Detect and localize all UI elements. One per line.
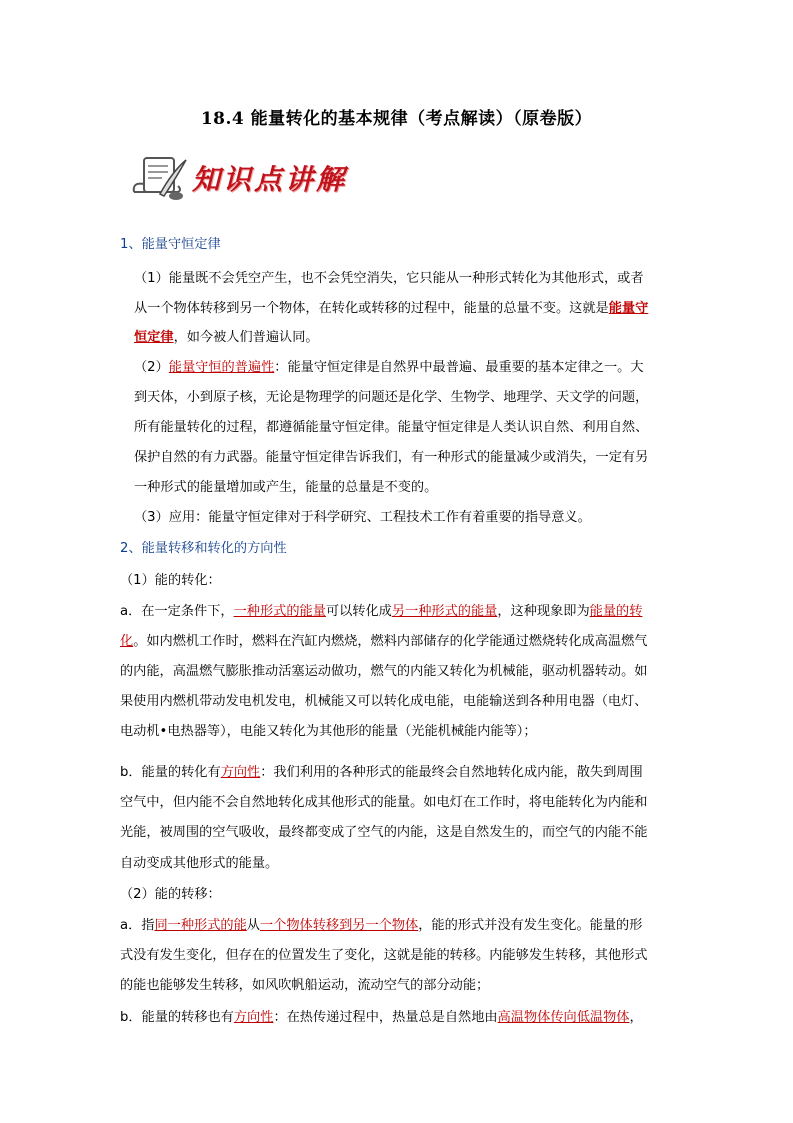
section-heading bbox=[120, 237, 221, 253]
paragraph-line bbox=[120, 694, 648, 710]
paragraph-line bbox=[120, 887, 221, 903]
text-run: 果使用内燃机带动发电机发电，机械能又可以转化成电能，电能输送到各种用电器（电灯、 bbox=[120, 694, 648, 709]
paragraph-line bbox=[134, 330, 319, 346]
scroll-quill-icon bbox=[130, 152, 190, 202]
paragraph-line bbox=[134, 420, 648, 436]
text-run: 的内能，高温燃气膨胀推动活塞运动做功，燃气的内能又转化为机械能，驱动机器转动。如 bbox=[120, 664, 648, 679]
paragraph-line bbox=[134, 360, 644, 376]
text-run: 所有能量转化的过程，都遵循能量守恒定律。能量守恒定律是人类认识自然、利用自然、 bbox=[134, 420, 649, 435]
paragraph-line bbox=[134, 480, 437, 496]
text-run: a．在一定条件下， bbox=[120, 604, 234, 619]
highlighted-term: 一个物体转移到另一个物体 bbox=[259, 918, 419, 933]
text-run: 空气中，但内能不会自然地转化成其他形式的能量。如电灯在工作时，将电能转化为内能和 bbox=[120, 795, 648, 810]
highlighted-term: 另一种形式的能量 bbox=[391, 604, 498, 619]
text-run: 从 bbox=[246, 918, 260, 933]
text-run: a．指 bbox=[120, 918, 155, 933]
text-run: ：在热传递过程中，热量总是自然地由 bbox=[273, 1010, 498, 1025]
text-run: 光能，被周围的空气吸收，最终都变成了空气的内能，这是自然发生的，而空气的内能不能 bbox=[120, 825, 648, 840]
paragraph-line bbox=[120, 856, 278, 872]
paragraph-line bbox=[120, 765, 643, 781]
highlighted-term: 化 bbox=[120, 634, 134, 649]
paragraph-line bbox=[120, 573, 221, 589]
text-run: 。如内燃机工作时，燃料在汽缸内燃烧，燃料内部储存的化学能通过燃烧转化成高温燃气 bbox=[133, 634, 648, 649]
text-run: 2、能量转移和转化的方向性 bbox=[120, 541, 287, 556]
text-run: 自动变成其他形式的能量。 bbox=[120, 856, 279, 871]
text-run: ， bbox=[629, 1010, 643, 1025]
paragraph-line bbox=[120, 795, 648, 811]
highlighted-term: 能量守 bbox=[608, 301, 649, 316]
text-run: b．能量的转化有 bbox=[120, 765, 221, 780]
paragraph-line bbox=[134, 301, 648, 317]
paragraph-line bbox=[120, 604, 642, 620]
text-run: （1）能量既不会凭空产生，也不会凭空消失，它只能从一种形式转化为其他形式，或者 bbox=[134, 271, 644, 286]
paragraph-line bbox=[120, 825, 648, 841]
paragraph-line bbox=[120, 724, 537, 740]
text-run: ：我们利用的各种形式的能最终会自然地转化成内能，散失到周围 bbox=[260, 765, 643, 780]
highlighted-term: 方向性 bbox=[220, 765, 261, 780]
paragraph-line bbox=[120, 978, 489, 994]
highlighted-term: 能量守恒的普遍性 bbox=[168, 360, 275, 375]
text-run: 式没有发生变化，但存在的位置发生了变化，这就是能的转移。内能够发生转移，其他形式 bbox=[120, 948, 648, 963]
text-run: （1）能的转化： bbox=[120, 573, 221, 588]
text-run: ，如今被人们普遍认同。 bbox=[173, 330, 319, 345]
paragraph-line bbox=[134, 271, 644, 287]
text-run: 的能也能够发生转移，如风吹帆船运动，流动空气的部分动能； bbox=[120, 978, 490, 993]
paragraph-line bbox=[120, 918, 642, 934]
paragraph-line bbox=[120, 664, 648, 680]
paragraph-line bbox=[134, 510, 591, 526]
highlighted-term: 同一种形式的能 bbox=[154, 918, 247, 933]
text-run: 从一个物体转移到另一个物体，在转化或转移的过程中，能量的总量不变。这就是 bbox=[134, 301, 609, 316]
highlighted-term: 能量的转 bbox=[589, 604, 643, 619]
text-run: ：能量守恒定律是自然界中最普遍、最重要的基本定律之一。大 bbox=[274, 360, 644, 375]
paragraph-line bbox=[134, 390, 648, 406]
text-run: 电动机•电热器等），电能又转化为其他形的能量（光能机械能内能等）； bbox=[120, 724, 537, 739]
page-title: 18.4 能量转化的基本规律（考点解读）（原卷版） bbox=[200, 109, 593, 129]
text-run: 可以转化成 bbox=[325, 604, 392, 619]
text-run: 保护自然的有力武器。能量守恒定律告诉我们，有一种形式的能量减少或消失，一定有另 bbox=[134, 450, 649, 465]
section-heading bbox=[120, 541, 287, 557]
text-run: （3）应用：能量守恒定律对于科学研究、工程技术工作有着重要的指导意义。 bbox=[134, 510, 591, 525]
text-run: ，能的形式并没有发生变化。能量的形 bbox=[418, 918, 643, 933]
text-run: （2） bbox=[134, 360, 169, 375]
text-run: b．能量的转移也有 bbox=[120, 1010, 234, 1025]
paragraph-line bbox=[120, 634, 648, 650]
paragraph-line bbox=[134, 450, 648, 466]
paragraph-line bbox=[120, 1010, 643, 1026]
banner-title: 知识点讲解 bbox=[192, 163, 348, 196]
highlighted-term: 恒定律 bbox=[134, 330, 174, 345]
highlighted-term: 一种形式的能量 bbox=[233, 604, 326, 619]
text-run: 到天体，小到原子核，无论是物理学的问题还是化学、生物学、地理学、天文学的问题， bbox=[134, 390, 649, 405]
text-run: 1、能量守恒定律 bbox=[120, 237, 221, 252]
section-banner bbox=[130, 152, 350, 202]
paragraph-line bbox=[120, 948, 648, 964]
text-run: ，这种现象即为 bbox=[497, 604, 590, 619]
text-run: 一种形式的能量增加或产生，能量的总量是不变的。 bbox=[134, 480, 438, 495]
text-run: （2）能的转移： bbox=[120, 887, 221, 902]
highlighted-term: 方向性 bbox=[233, 1010, 274, 1025]
highlighted-term: 高温物体传向低温物体 bbox=[497, 1010, 630, 1025]
